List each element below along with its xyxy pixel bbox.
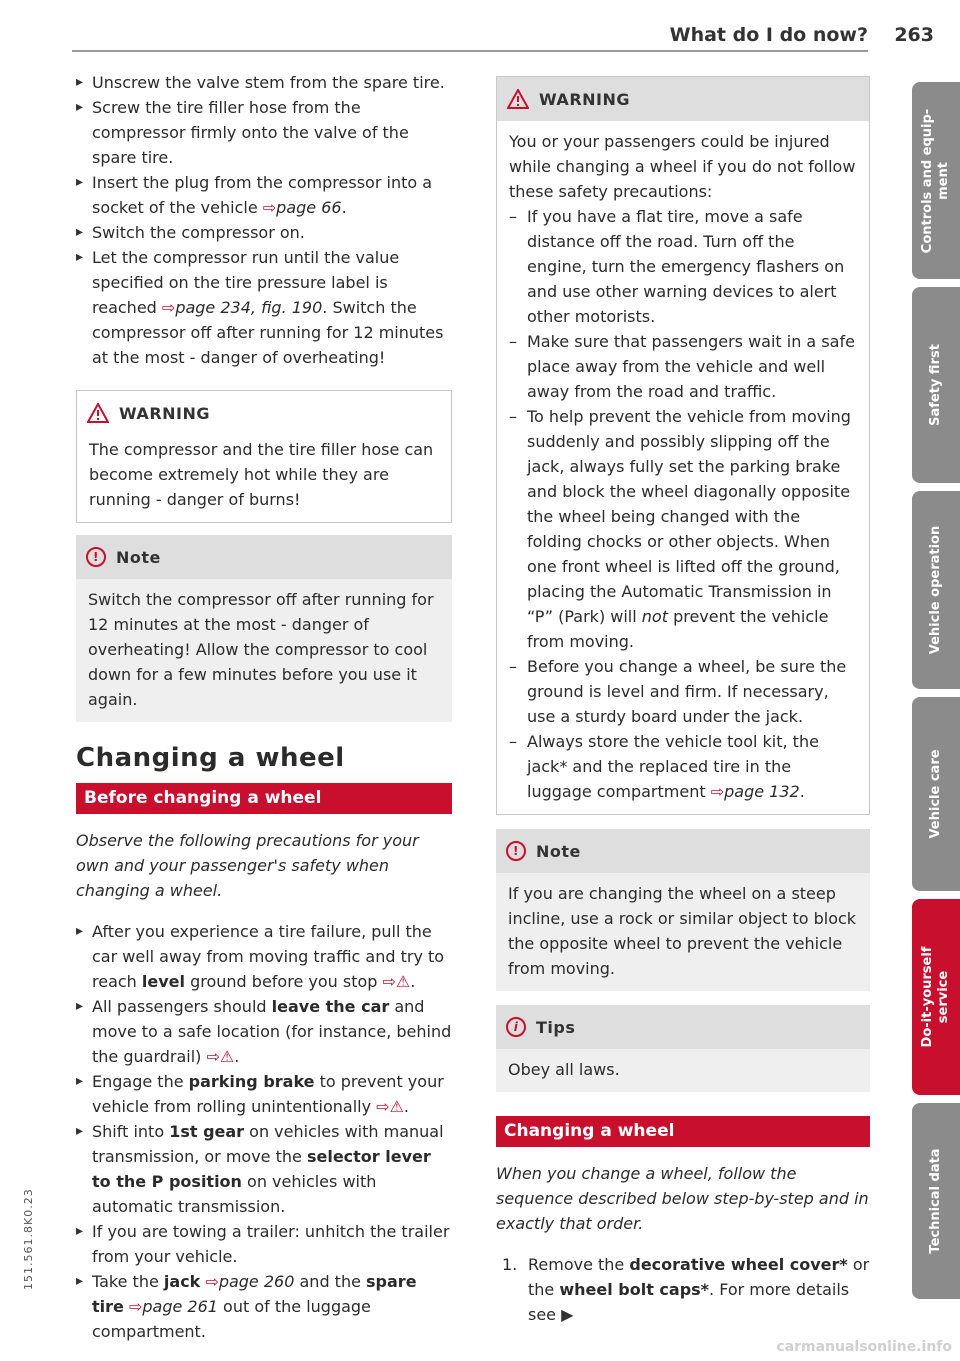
page-link[interactable]: ⇨page 234, fig. 190: [161, 298, 323, 317]
running-header-title: What do I do now?: [669, 24, 868, 46]
header-rule: [72, 50, 868, 52]
warning-triangle-icon: [87, 403, 109, 423]
step-shift-gear: ▸ Shift into 1st gear on vehicles with manual transmission, or move the selector lever to the P position on vehicles with automatic transmission.: [76, 1119, 452, 1219]
tab-safety-first[interactable]: Safety first: [912, 287, 960, 483]
arrow-right-icon: ⇨: [710, 782, 725, 801]
subsection-title: Before changing a wheel: [76, 783, 452, 814]
arrow-right-icon: ⇨: [161, 298, 176, 317]
section-intro: When you change a wheel, follow the sequence described below step-by-step and in exactly that order.: [496, 1164, 869, 1233]
warning-header: WARNING: [497, 77, 869, 121]
step-insert-plug: ▸ Insert the plug from the compressor into a socket of the vehicle ⇨page 66.: [76, 170, 452, 220]
page-link[interactable]: ⇨page 260: [205, 1272, 295, 1291]
tab-vehicle-operation[interactable]: Vehicle operation: [912, 491, 960, 689]
step-unscrew-valve: ▸ Unscrew the valve stem from the spare tire.: [76, 70, 452, 95]
arrow-right-icon: ⇨: [128, 1297, 143, 1316]
warning-triangle-icon[interactable]: ⚠: [389, 1097, 404, 1116]
warning-box: [76, 390, 452, 523]
warning-item: – Make sure that passengers wait in a safe place away from the vehicle and well away from the road and traffic.: [509, 329, 859, 404]
warning-body: [497, 121, 869, 814]
right-column: [496, 76, 870, 1327]
document-code: 151.561.8K0.23: [22, 1188, 35, 1290]
tab-do-it-yourself-service[interactable]: Do-it-yourself service: [912, 899, 960, 1095]
section-intro: Observe the following precautions for your own and your passenger's safety when changing a wheel.: [76, 831, 419, 900]
tips-box: [496, 1005, 870, 1092]
subsection-title: Changing a wheel: [496, 1116, 870, 1147]
tab-technical-data[interactable]: Technical data: [912, 1103, 960, 1299]
note-header: ! Note: [76, 535, 452, 579]
note-text: Switch the compressor off after running for 12 minutes at the most - danger of overheating! Allow the compressor to cool down for a few minutes before you use it again.: [76, 579, 452, 722]
note-icon: !: [506, 841, 526, 861]
note-icon: !: [86, 547, 106, 567]
note-box: [76, 535, 452, 722]
tab-vehicle-care[interactable]: Vehicle care: [912, 697, 960, 891]
step-run-compressor: ▸ Let the compressor run until the value specified on the tire pressure label is reached ⇨page 234, fig. 190. Switch the compressor off after running for 12 minutes at the most - danger of overheating!: [76, 245, 452, 370]
info-icon: i: [506, 1017, 526, 1037]
step-take-jack: ▸ Take the jack ⇨page 260 and the spare tire ⇨page 261 out of the luggage compartment.: [76, 1269, 452, 1344]
numbered-step: 1. Remove the decorative wheel cover* or the wheel bolt caps*. For more details see ▶: [502, 1255, 870, 1324]
warning-item: – Before you change a wheel, be sure the ground is level and firm. If necessary, use a sturdy board under the jack.: [509, 654, 859, 729]
arrow-right-icon: ⇨: [205, 1272, 219, 1291]
page-number: 263: [894, 24, 934, 46]
step-screw-hose: ▸ Screw the tire filler hose from the compressor firmly onto the valve of the spare tire.: [76, 95, 452, 170]
warning-intro: You or your passengers could be injured while changing a wheel if you do not follow these safety precautions:: [509, 132, 856, 201]
warning-item: – Always store the vehicle tool kit, the jack* and the replaced tire in the luggage compartment ⇨page 132.: [509, 729, 859, 804]
warning-triangle-icon: [507, 89, 529, 109]
step-leave-car: ▸ All passengers should leave the car and move to a safe location (for instance, behind the guardrail) ⇨⚠.: [76, 994, 452, 1069]
step-parking-brake: ▸ Engage the parking brake to prevent your vehicle from rolling unintentionally ⇨⚠.: [76, 1069, 452, 1119]
note-header: ! Note: [496, 829, 870, 873]
step-pull-over: ▸ After you experience a tire failure, pull the car well away from moving traffic and try to reach level ground before you stop ⇨⚠.: [76, 919, 452, 994]
arrow-right-icon: ⇨: [206, 1047, 220, 1066]
section-title: Changing a wheel: [76, 743, 345, 773]
warning-item: – If you have a flat tire, move a safe distance off the road. Turn off the engine, turn the emergency flashers on and use other warning devices to alert other motorists.: [509, 204, 859, 329]
warning-text: The compressor and the tire filler hose can become extremely hot while they are running - danger of burns!: [89, 440, 434, 509]
left-column: [76, 70, 452, 1344]
tips-header: i Tips: [496, 1005, 870, 1049]
note-text: If you are changing the wheel on a steep incline, use a rock or similar object to block the opposite wheel to prevent the vehicle from moving.: [496, 873, 870, 991]
tips-text: Obey all laws.: [496, 1049, 870, 1092]
warning-triangle-icon[interactable]: ⚠: [219, 1047, 235, 1066]
arrow-right-icon: ⇨: [376, 1097, 390, 1116]
continue-arrow-icon: ▶: [561, 1305, 574, 1324]
watermark: carmanualsonline.info: [776, 1339, 952, 1355]
step-unhitch-trailer: ▸ If you are towing a trailer: unhitch the trailer from your vehicle.: [76, 1219, 452, 1269]
warning-box: [496, 76, 870, 815]
page-link[interactable]: ⇨page 66: [262, 198, 342, 217]
tab-controls-and-equipment[interactable]: Controls and equip- ment: [912, 82, 960, 279]
warning-triangle-icon[interactable]: ⚠: [395, 972, 411, 991]
step-switch-on: ▸ Switch the compressor on.: [76, 220, 452, 245]
arrow-right-icon: ⇨: [262, 198, 277, 217]
warning-header: WARNING: [77, 391, 451, 435]
note-box: [496, 829, 870, 991]
arrow-right-icon: ⇨: [382, 972, 396, 991]
warning-item: – To help prevent the vehicle from moving suddenly and possibly slipping off the jack, always fully set the parking brake and block the wheel diagonally opposite the wheel being changed with the folding chocks or other objects. When one front wheel is lifted off the ground, placing the Automatic Transmission in “P” (Park) will not prevent the vehicle from moving.: [509, 404, 859, 654]
page-link[interactable]: ⇨page 261: [128, 1297, 218, 1316]
page-link[interactable]: ⇨page 132: [710, 782, 800, 801]
